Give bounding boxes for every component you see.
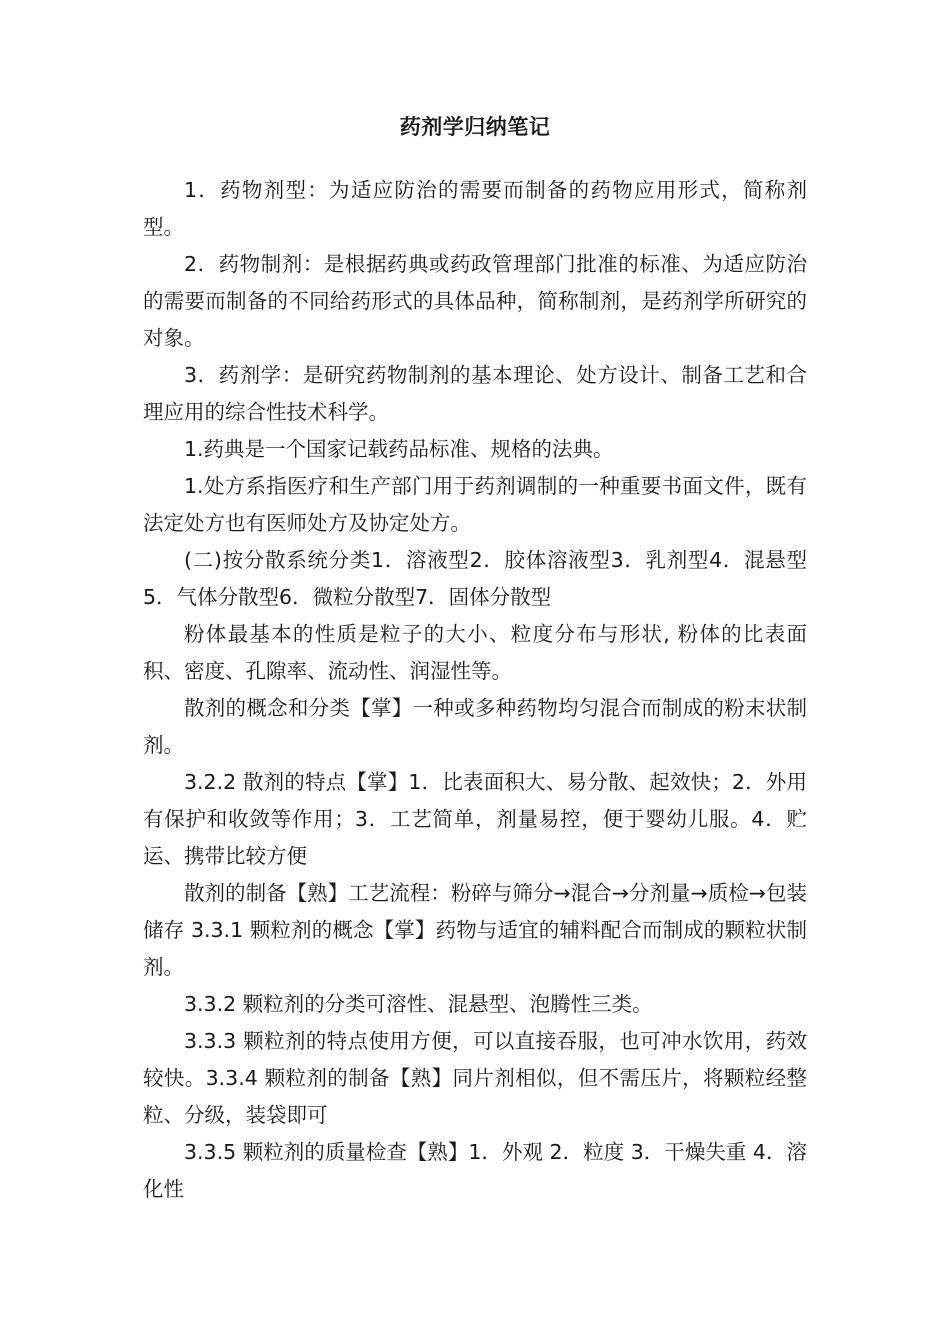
paragraph-powder-properties: 粉体最基本的性质是粒子的大小、粒度分布与形状, 粉体的比表面积、密度、孔隙率、流动性、润湿性等。 xyxy=(143,622,807,683)
paragraph-preparation: 2．药物制剂：是根据药典或药政管理部门批准的标准、为适应防治的需要而制备的不同给药形式的具体品种，简称制剂，是药剂学所研究的对象。 xyxy=(143,252,807,350)
paragraph-powder-concept: 散剂的概念和分类【掌】一种或多种药物均匀混合而制成的粉末状制剂。 xyxy=(143,696,807,757)
paragraph-dosage-form: 1．药物剂型：为适应防治的需要而制备的药物应用形式，简称剂型。 xyxy=(143,178,807,239)
paragraph-pharmaceutics: 3．药剂学：是研究药物制剂的基本理论、处方设计、制备工艺和合理应用的综合性技术科学。 xyxy=(143,363,807,424)
paragraph-prescription: 1.处方系指医疗和生产部门用于药剂调制的一种重要书面文件，既有法定处方也有医师处方及协定处方。 xyxy=(143,474,807,535)
paragraph-granule-features: 3.3.3 颗粒剂的特点使用方便，可以直接吞服，也可冲水饮用，药效较快。3.3.4 颗粒剂的制备【熟】同片剂相似，但不需压片，将颗粒经整粒、分级，装袋即可 xyxy=(143,1029,807,1127)
document-title: 药剂学归纳笔记 xyxy=(399,115,551,139)
paragraph-powder-preparation: 散剂的制备【熟】工艺流程：粉碎与筛分→混合→分剂量→质检→包装储存 3.3.1 颗粒剂的概念【掌】药物与适宜的辅料配合而制成的颗粒状制剂。 xyxy=(143,881,807,979)
paragraph-powder-features: 3.2.2 散剂的特点【掌】1．比表面积大、易分散、起效快；2．外用有保护和收敛等作用；3．工艺简单，剂量易控，便于婴幼儿服。4．贮运、携带比较方便 xyxy=(143,770,807,868)
paragraph-granule-quality: 3.3.5 颗粒剂的质量检查【熟】1．外观 2．粒度 3．干燥失重 4．溶化性 xyxy=(143,1140,807,1201)
paragraph-granule-classification: 3.3.2 颗粒剂的分类可溶性、混悬型、泡腾性三类。 xyxy=(184,992,653,1016)
paragraph-dispersion-classification: (二)按分散系统分类1．溶液型2．胶体溶液型3．乳剂型4．混悬型5．气体分散型6．微粒分散型7．固体分散型 xyxy=(143,548,807,609)
document-body xyxy=(143,172,807,1208)
paragraph-pharmacopoeia: 1.药典是一个国家记载药品标准、规格的法典。 xyxy=(184,437,614,461)
